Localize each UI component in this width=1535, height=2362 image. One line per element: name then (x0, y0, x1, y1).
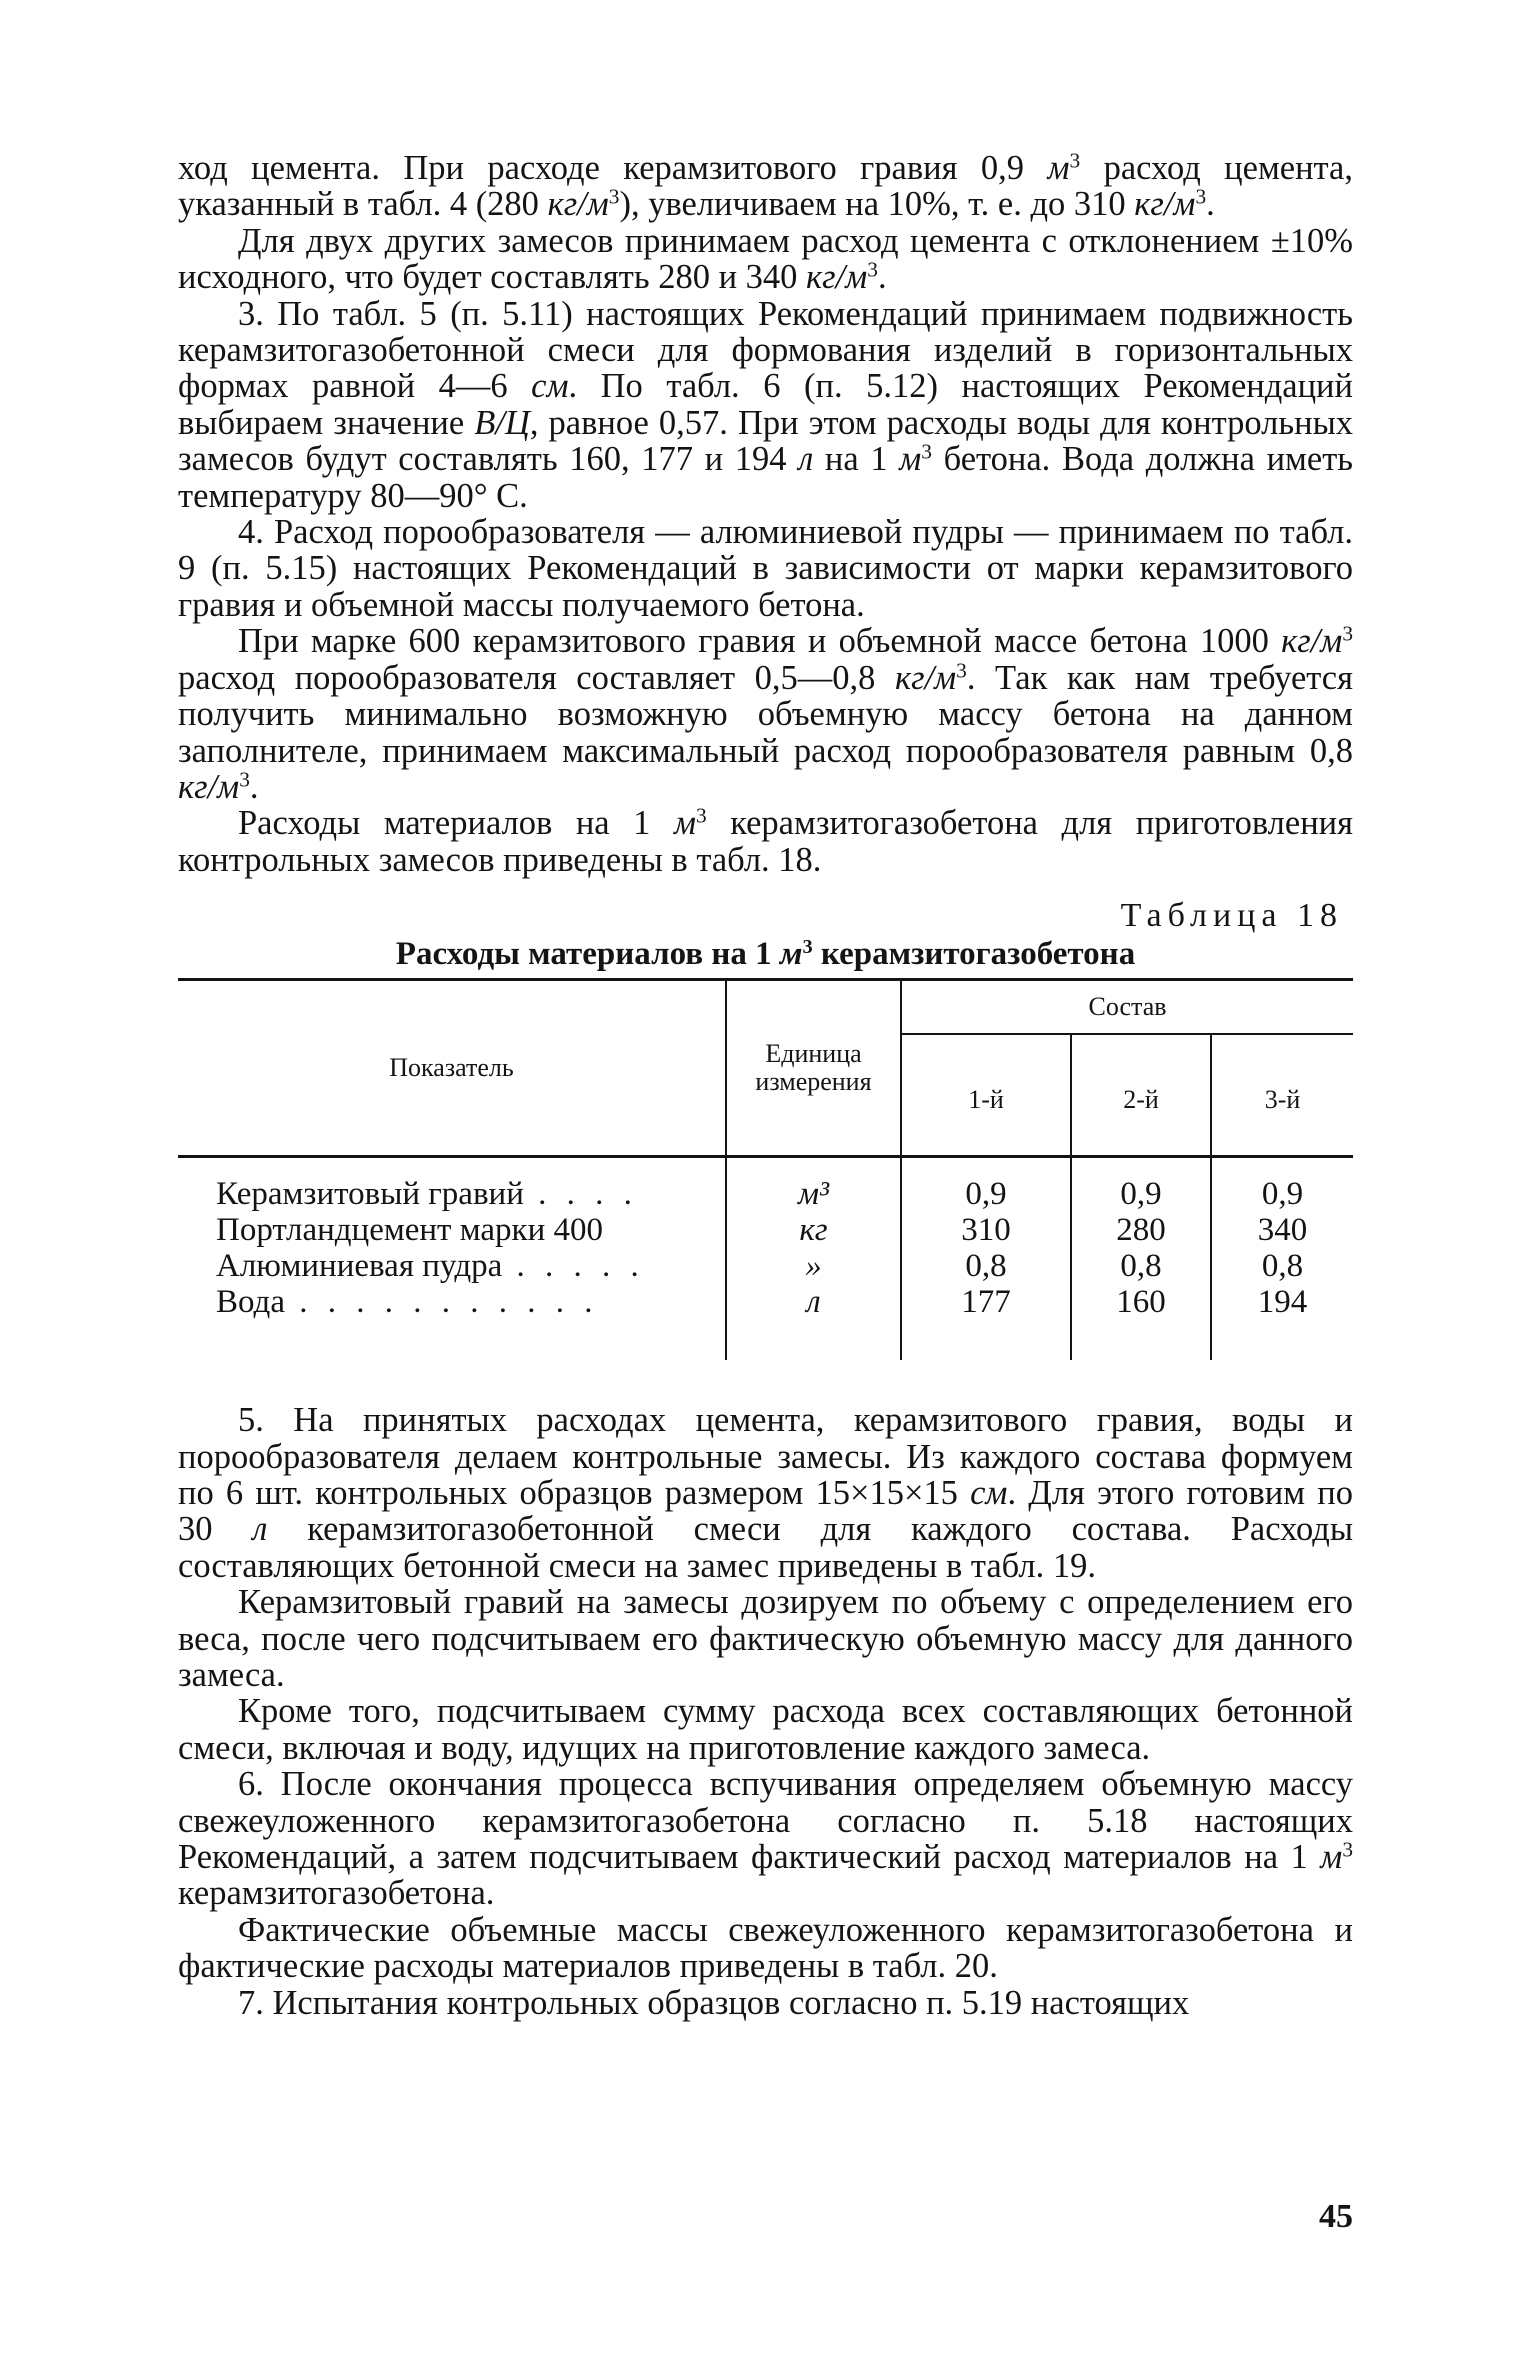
table-row (178, 1284, 1353, 1320)
page-number: 45 (1319, 2198, 1353, 2235)
text-block-bottom (178, 1402, 1353, 2021)
row-value: 310 (901, 1212, 1071, 1248)
row-value: 160 (1071, 1284, 1211, 1320)
row-name: Керамзитовый гравий . . . . (216, 1176, 638, 1213)
table-body (178, 1157, 1353, 1361)
header-col-2: 2-й (1071, 1034, 1211, 1157)
header-indicator: Показатель (389, 1053, 514, 1083)
header-unit: Единица измерения (726, 980, 901, 1157)
paragraphs_top-paragraph: Расходы материалов на 1 $м^3$ керамзитогазобетона для приготовления контрольных замесов приведены в табл. 18. (178, 803, 1353, 879)
paragraphs_bottom-paragraph: 6. После окончания процесса вспучивания определяем объемную массу свежеуложенного керамзитогазобетона согласно п. 5.18 настоящих Рекомендаций, а затем подсчитываем фактический расход материалов на 1 $м^3$ керамзитогазобетона. (178, 1765, 1353, 1913)
table-tail-row (178, 1320, 1353, 1360)
row-value: 0,9 (1211, 1176, 1353, 1212)
paragraphs_bottom-paragraph: 7. Испытания контрольных образцов согласно п. 5.19 настоящих (238, 1983, 1190, 2022)
table-row (178, 1176, 1353, 1212)
row-value: 177 (901, 1284, 1071, 1320)
row-unit: м³ (726, 1176, 901, 1212)
paragraphs_bottom-paragraph: Кроме того, подсчитываем сумму расхода всех составляющих бетонной смеси, включая и воду, идущих на приготовление каждого замеса. (178, 1692, 1353, 1767)
paragraphs_top-paragraph: ход цемента. При расходе керамзитового гравия 0,9 $м^3$ расход цемента, указанный в табл. 4 (280 $кг/м^3$), увеличиваем на 10%, т. е. до 310 $кг/м^3$. (178, 148, 1353, 224)
paragraphs_top-paragraph: 4. Расход порообразователя — алюминиевой пудры — принимаем по табл. 9 (п. 5.15) настоящих Рекомендаций в зависимости от марки керамзитового гравия и объемной массы получаемого бетона. (178, 513, 1353, 624)
row-name: Вода . . . . . . . . . . . (216, 1284, 599, 1321)
row-value: 0,8 (1211, 1248, 1353, 1284)
row-unit: кг (726, 1212, 901, 1248)
page-body (178, 150, 1353, 2021)
paragraphs_bottom-paragraph: 5. На принятых расходах цемента, керамзитового гравия, воды и порообразователя делаем контрольные замесы. Из каждого состава формуем по 6 шт. контрольных образцов размером 15×15×15 см. Для этого готовим по 30 л керамзитогазобетонной смеси для каждого состава. Расходы составляющих бетонной смеси на замес приведены в табл. 19. (178, 1401, 1354, 1585)
row-name: Портландцемент марки 400 (216, 1212, 603, 1249)
row-name: Алюминиевая пудра . . . . . (216, 1248, 645, 1285)
paragraphs_bottom-paragraph: Керамзитовый гравий на замесы дозируем по объему с определением его веса, после чего подсчитываем его фактическую объемную массу для данного замеса. (178, 1583, 1353, 1694)
paragraphs_top-paragraph: 3. По табл. 5 (п. 5.11) настоящих Рекомендаций принимаем подвижность керамзитогазобетонной смеси для формования изделий в горизонтальных формах равной 4—6 см. По табл. 6 (п. 5.12) настоящих Рекомендаций выбираем значение В/Ц, равное 0,57. При этом расходы воды для контрольных замесов будут составлять 160, 177 и 194 л на 1 $м^3$ бетона. Вода должна иметь температуру 80—90° С. (178, 294, 1354, 515)
row-value: 0,9 (901, 1176, 1071, 1212)
row-value: 0,8 (1071, 1248, 1211, 1284)
table-caption: Таблица 18 (1120, 897, 1343, 935)
row-value: 0,8 (901, 1248, 1071, 1284)
row-value: 280 (1071, 1212, 1211, 1248)
materials-table (178, 978, 1353, 1360)
row-unit: » (726, 1248, 901, 1284)
text-block-top (178, 150, 1353, 878)
paragraphs_top-paragraph: При марке 600 керамзитового гравия и объемной массе бетона 1000 $кг/м^3$ расход порообразователя составляет 0,5—0,8 $кг/м^3$. Так как нам требуется получить минимально возможную объемную массу бетона на данном заполнителе, принимаем максимальный расход порообразователя равным 0,8 $кг/м^3$. (178, 621, 1353, 806)
paragraphs_top-paragraph: Для двух других замесов принимаем расход цемента с отклонением ±10% исходного, что будет составлять 280 и 340 $кг/м^3$. (178, 221, 1353, 297)
paragraphs_bottom-paragraph: Фактические объемные массы свежеуложенного керамзитогазобетона и фактические расходы материалов приведены в табл. 20. (178, 1910, 1353, 1986)
header-col-1: 1-й (901, 1034, 1071, 1157)
header-separator-row (178, 1157, 1353, 1177)
row-value: 0,9 (1071, 1176, 1211, 1212)
header-composition: Состав (901, 980, 1353, 1035)
row-value: 340 (1211, 1212, 1353, 1248)
row-unit: л (726, 1284, 901, 1320)
table-row (178, 1212, 1353, 1248)
table-row (178, 1248, 1353, 1284)
row-value: 194 (1211, 1284, 1353, 1320)
table-title: Расходы материалов на 1 $м^3$ керамзитогазобетона (395, 935, 1136, 973)
header-col-3: 3-й (1211, 1034, 1353, 1157)
